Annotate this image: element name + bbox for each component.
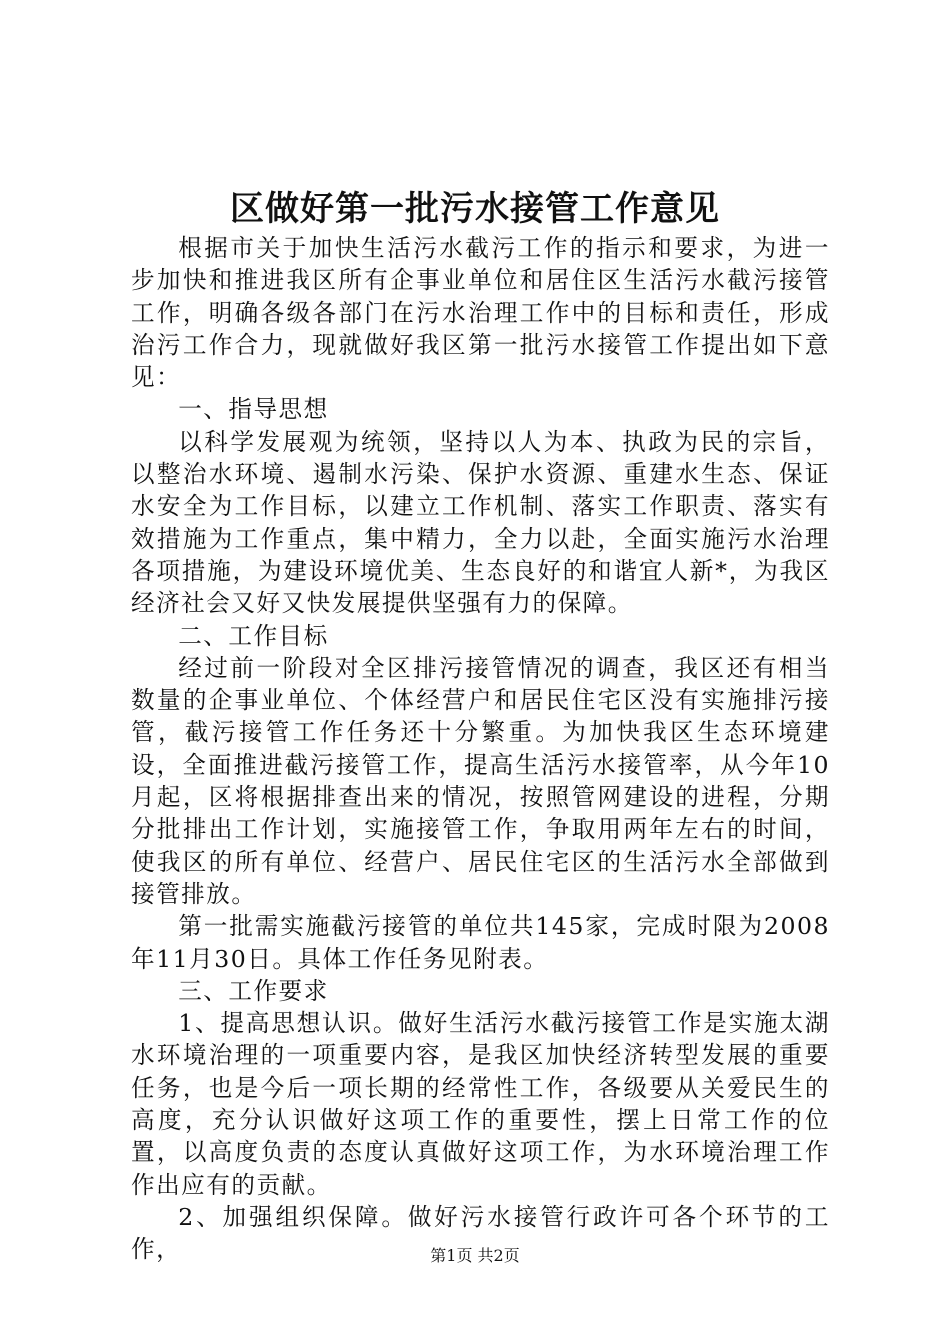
- section-heading-work-goals: 二、工作目标: [178, 621, 329, 650]
- guiding-ideology-paragraph: 以科学发展观为统领，坚持以人为本、执政为民的宗旨，以整治水环境、遏制水污染、保护水资源、重建水生态、保证水安全为工作目标，以建立工作机制、落实工作职责、落实有效措施为工作重点，集中精力，全力以赴，全面实施污水治理各项措施，为建设环境优美、生态良好的和谐宜人新*，为我区经济社会又好又快发展提供坚强有力的保障。: [131, 427, 830, 618]
- page-number-footer: 第1页 共2页: [430, 1246, 520, 1265]
- document-body: [131, 232, 830, 1266]
- intro-paragraph: 根据市关于加快生活污水截污工作的指示和要求，为进一步加快和推进我区所有企事业单位和居住区生活污水截污接管工作，明确各级各部门在污水治理工作中的目标和责任，形成治污工作合力，现就做好我区第一批污水接管工作提出如下意见：: [131, 234, 830, 392]
- first-batch-paragraph: 第一批需实施截污接管的单位共145家，完成时限为2008年11月30日。具体工作任务见附表。: [131, 912, 830, 973]
- section-heading-work-requirements: 三、工作要求: [178, 976, 329, 1005]
- requirement-1-paragraph: 1、提高思想认识。做好生活污水截污接管工作是实施太湖水环境治理的一项重要内容，是我区加快经济转型发展的重要任务，也是今后一项长期的经常性工作，各级要从关爱民生的高度，充分认识做好这项工作的重要性，摆上日常工作的位置，以高度负责的态度认真做好这项工作，为水环境治理工作作出应有的贡献。: [131, 1009, 830, 1199]
- section-heading-guiding-ideology: 一、指导思想: [178, 395, 329, 424]
- requirement-2-paragraph: 2、加强组织保障。做好污水接管行政许可各个环节的工作，: [131, 1202, 830, 1264]
- document-title: 区做好第一批污水接管工作意见: [230, 189, 720, 229]
- work-goals-paragraph: 经过前一阶段对全区排污接管情况的调查，我区还有相当数量的企事业单位、个体经营户和居民住宅区没有实施排污接管，截污接管工作任务还十分繁重。为加快我区生态环境建设，全面推进截污接管工作，提高生活污水接管率，从今年10月起，区将根据排查出来的情况，按照管网建设的进程，分期分批排出工作计划，实施接管工作，争取用两年左右的时间，使我区的所有单位、经营户、居民住宅区的生活污水全部做到接管排放。: [131, 653, 830, 908]
